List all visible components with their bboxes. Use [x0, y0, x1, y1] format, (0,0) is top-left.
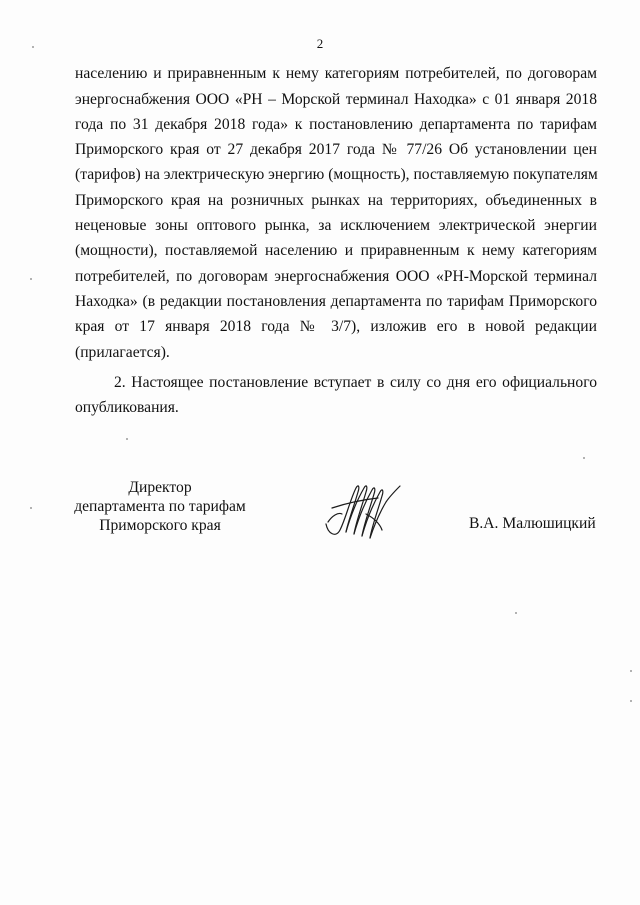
signatory-title-line: Директор [128, 479, 192, 496]
body-line: Приморского края на розничных рынках на территориях, объединенных в [75, 192, 597, 209]
scan-speck [30, 278, 32, 280]
body-line: энергоснабжения ООО «РН – Морской терминал Находка» с 01 января 2018 [75, 91, 597, 108]
body-line: (мощности), поставляемой населению и приравненным к нему категориям [75, 242, 597, 259]
body-line: Приморского края от 27 декабря 2017 года № 77/26 Об установлении цен [75, 141, 597, 158]
body-line: (тарифов) на электрическую энергию (мощность), поставляемую покупателям [75, 166, 598, 183]
scan-speck [126, 438, 128, 440]
page-number: 2 [316, 36, 324, 51]
body-line: населению и приравненным к нему категориям потребителей, по договорам [75, 65, 597, 82]
item-2-line: 2. Настоящее постановление вступает в силу со дня его официального [114, 374, 597, 391]
body-line: Находка» (в редакции постановления департамента по тарифам Приморского [75, 293, 597, 310]
scan-speck [583, 457, 585, 459]
body-line: потребителей, по договорам энергоснабжения ООО «РН-Морской терминал [75, 268, 597, 285]
body-line: (прилагается). [75, 344, 170, 361]
handwritten-signature [320, 478, 410, 544]
body-line: неценовые зоны оптового рынка, за исключением электрической энергии [75, 217, 597, 234]
signatory-name: В.А. Малюшицкий [469, 515, 596, 532]
signatory-title-line: департамента по тарифам [74, 498, 246, 515]
scan-speck [515, 612, 517, 614]
scan-speck [32, 46, 34, 48]
scan-speck [630, 670, 632, 672]
body-line: года по 31 декабря 2018 года» к постановлению департамента по тарифам [75, 116, 597, 133]
signatory-title-line: Приморского края [99, 517, 221, 534]
body-line: края от 17 января 2018 года № 3/7), изложив его в новой редакции [75, 318, 597, 335]
item-2-line: опубликования. [75, 399, 179, 416]
scan-speck [30, 507, 32, 509]
scan-speck [630, 700, 632, 702]
